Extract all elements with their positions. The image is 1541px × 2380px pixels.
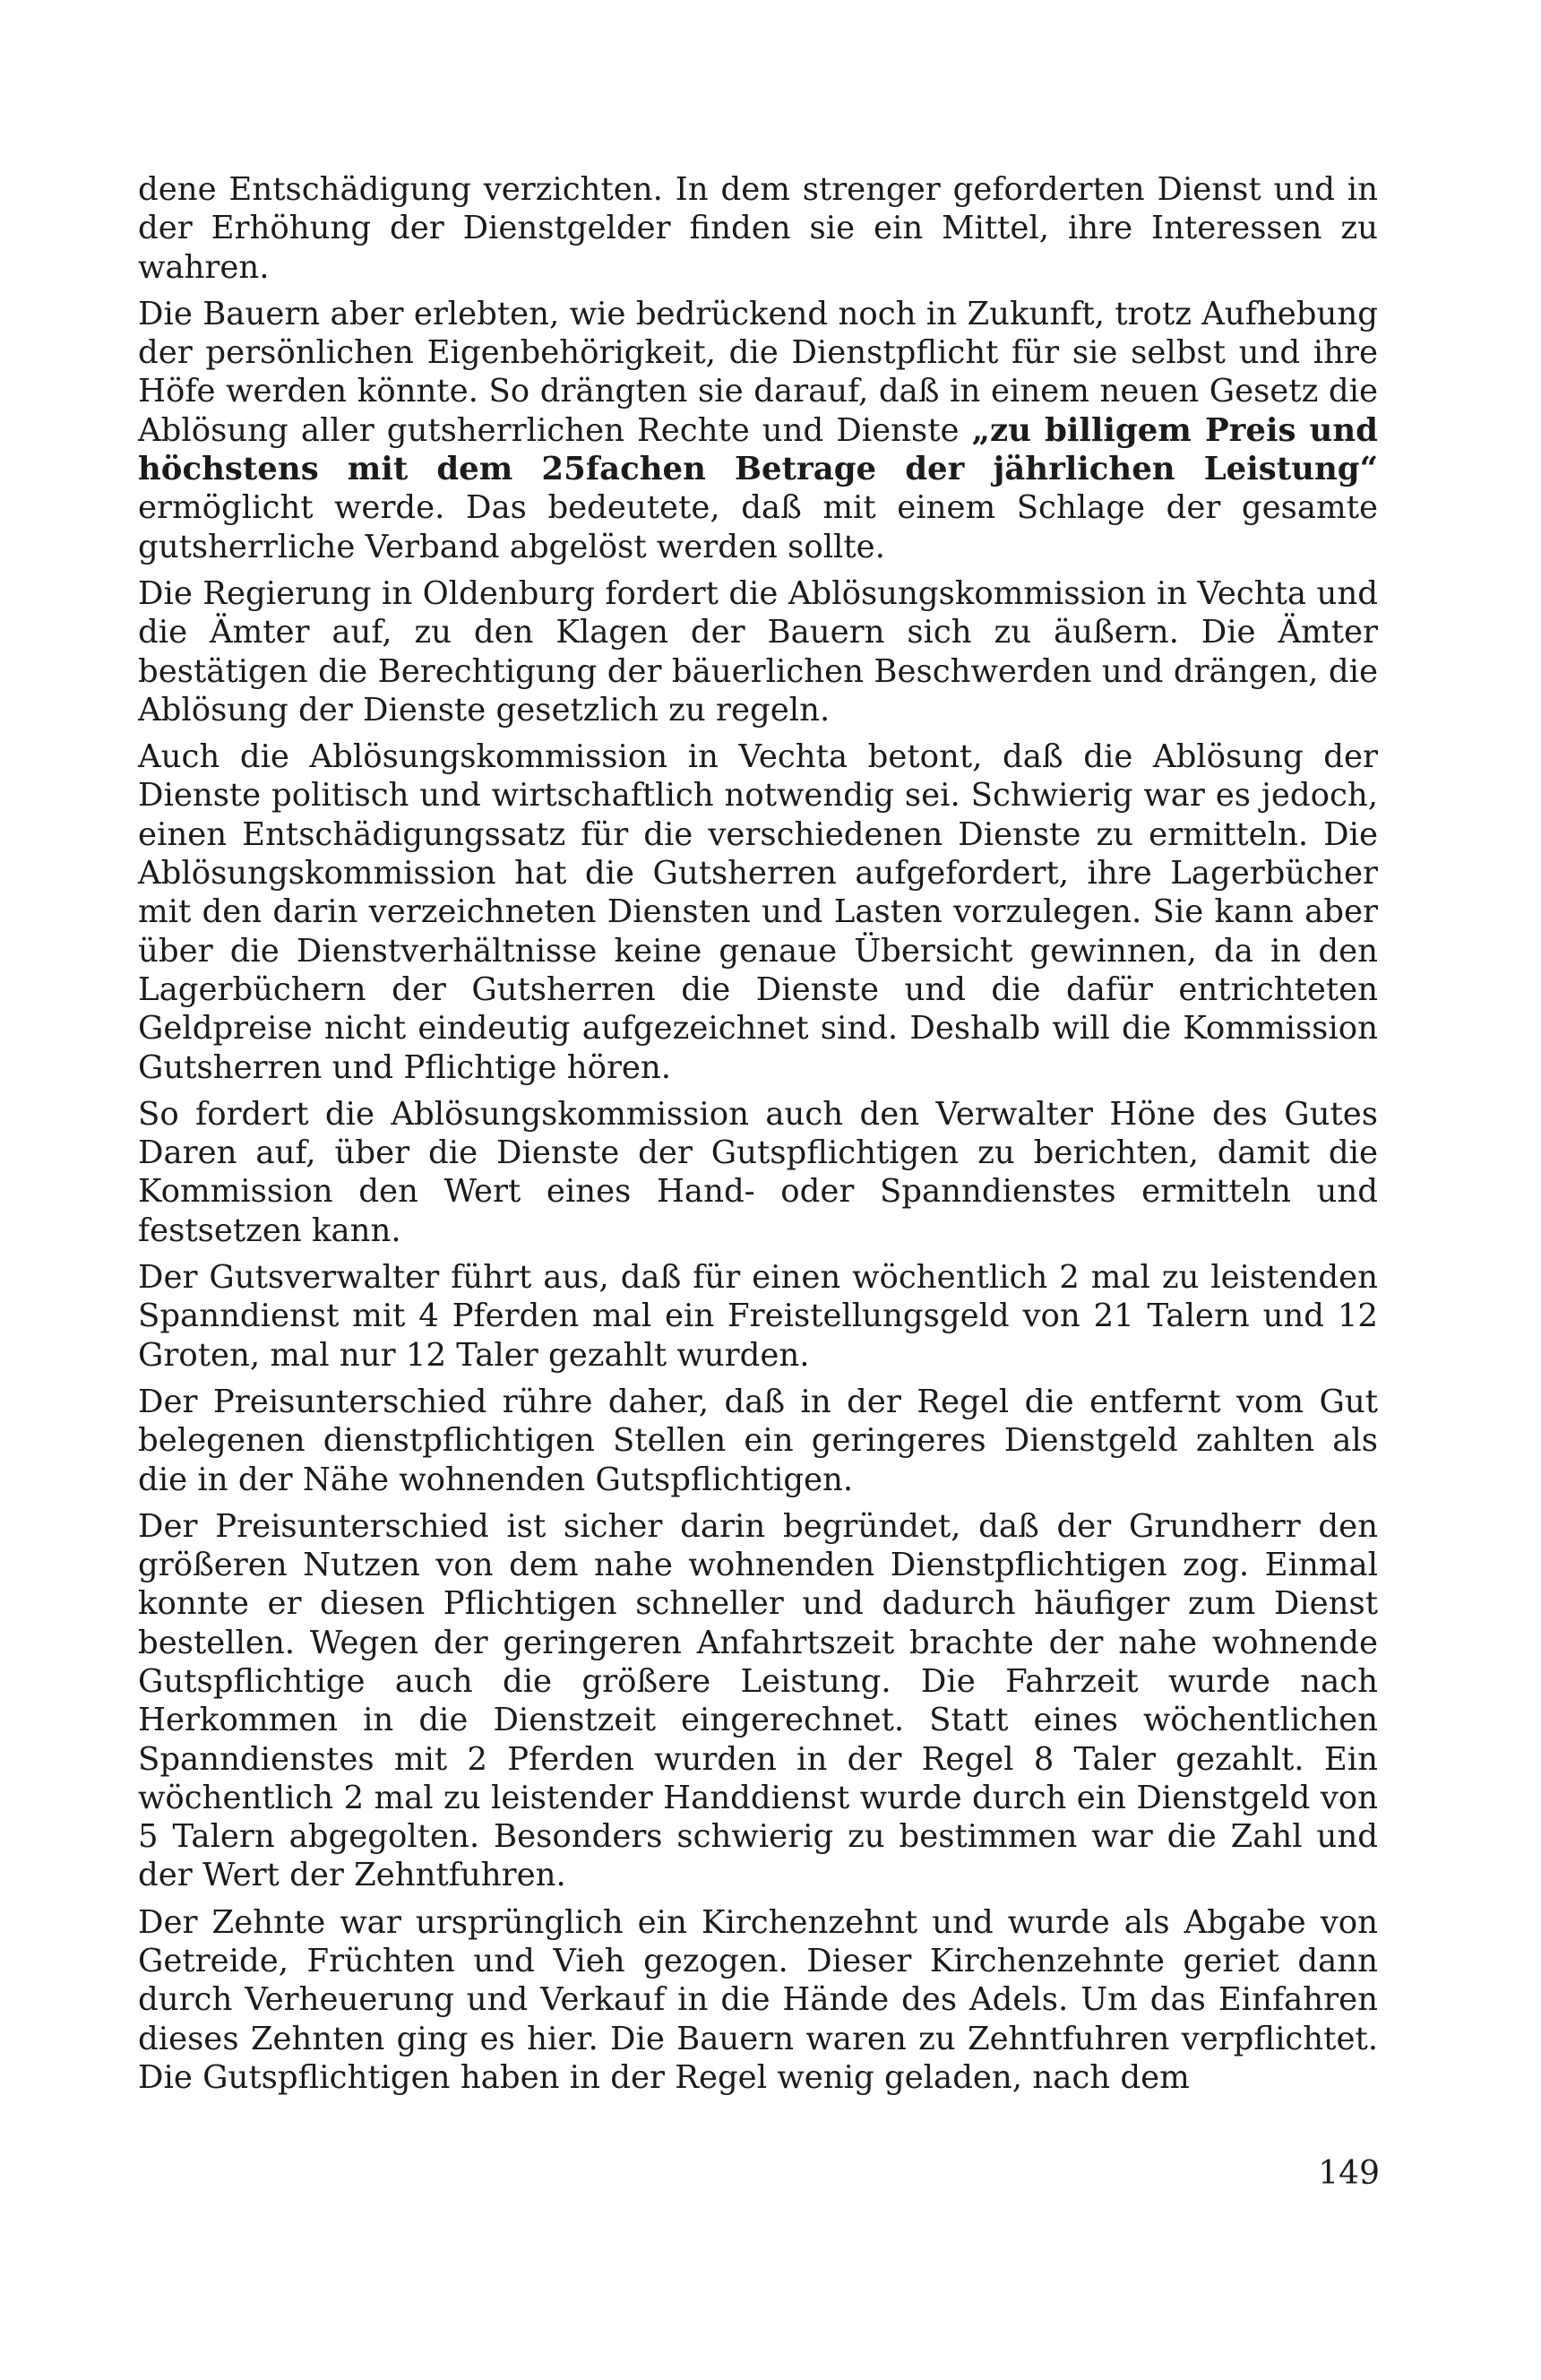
paragraph-9: Der Zehnte war ursprünglich ein Kirchenzehnt und wurde als Abgabe von Getreide, Früchten und Vieh gezogen. Dieser Kirchenzehnte geriet dann durch Verheuerung und Verkauf in die Hände des Adels. Um das Einfahren dieses Zehnten ging es hier. Die Bauern waren zu Zehntfuhren verpflichtet. Die Gutspflichtigen haben in der Regel wenig geladen, nach dem	[138, 1903, 1378, 2096]
paragraph-6: Der Gutsverwalter führt aus, daß für einen wöchentlich 2 mal zu leistenden Spanndienst mit 4 Pferden mal ein Freistellungsgeld von 21 Talern und 12 Groten, mal nur 12 Taler gezahlt wurden.	[138, 1259, 1378, 1374]
paragraph-5: So fordert die Ablösungskommission auch den Verwalter Höne des Gutes Daren auf, über die Dienste der Gutspflichtigen zu berichten, damit die Kommission den Wert eines Hand- oder Spanndienstes ermitteln und festsetzen kann.	[138, 1095, 1378, 1249]
paragraph-7: Der Preisunterschied rühre daher, daß in der Regel die entfernt vom Gut belegenen dienstpflichtigen Stellen ein geringeres Dienstgeld zahlten als die in der Nähe wohnenden Gutspflichtigen.	[138, 1383, 1378, 1498]
page-number: 149	[1318, 2155, 1380, 2192]
paragraph-4: Auch die Ablösungskommission in Vechta betont, daß die Ablösung der Dienste politisch und wirtschaftlich notwendig sei. Schwierig war es jedoch, einen Entschädigungssatz für die verschiedenen Dienste zu ermitteln. Die Ablösungskommission hat die Gutsherren aufgefordert, ihre Lagerbücher mit den darin verzeichneten Diensten und Lasten vorzulegen. Sie kann aber über die Dienstverhältnisse keine genaue Übersicht gewinnen, da in den Lagerbüchern der Gutsherren die Dienste und die dafür entrichteten Geldpreise nicht eindeutig aufgezeichnet sind. Deshalb will die Kommission Gutsherren und Pflichtige hören.	[138, 738, 1378, 1086]
quoted-law-demand: „zu billigem Preis und höchstens mit dem 25fachen Betrage der jährlichen Leistung“	[138, 411, 1379, 488]
paragraph-2	[138, 295, 1378, 566]
body-text	[138, 170, 1378, 2105]
paragraph-2-lead: Die Bauern aber erlebten, wie bedrückend noch in Zukunft, trotz Aufhebung der persönlichen Eigenbehörigkeit, die Dienstpflicht für sie selbst und ihre Höfe werden könnte. So drängten sie darauf, daß in einem neuen Gesetz die Ablösung aller gutsherrlichen Rechte und Dienste	[138, 295, 1378, 449]
paragraph-8: Der Preisunterschied ist sicher darin begründet, daß der Grundherr den größeren Nutzen von dem nahe wohnenden Dienstpflichtigen zog. Einmal konnte er diesen Pflichtigen schneller und dadurch häufiger zum Dienst bestellen. Wegen der geringeren Anfahrtszeit brachte der nahe wohnende Gutspflichtige auch die größere Leistung. Die Fahrzeit wurde nach Herkommen in die Dienstzeit eingerechnet. Statt eines wöchentlichen Spanndienstes mit 2 Pferden wurden in der Regel 8 Taler gezahlt. Ein wöchentlich 2 mal zu leistender Handdienst wurde durch ein Dienstgeld von 5 Talern abgegolten. Besonders schwierig zu bestimmen war die Zahl und der Wert der Zehntfuhren.	[138, 1507, 1378, 1894]
paragraph-2-tail: ermöglicht werde. Das bedeutete, daß mit einem Schlage der gesamte gutsherrliche Verband abgelöst werden sollte.	[138, 489, 1378, 565]
paragraph-3: Die Regierung in Oldenburg fordert die Ablösungskommission in Vechta und die Ämter auf, zu den Klagen der Bauern sich zu äußern. Die Ämter bestätigen die Berechtigung der bäuerlichen Beschwerden und drängen, die Ablösung der Dienste gesetzlich zu regeln.	[138, 574, 1378, 729]
paragraph-1: dene Entschädigung verzichten. In dem strenger geforderten Dienst und in der Erhöhung der Dienstgelder finden sie ein Mittel, ihre Interessen zu wahren.	[138, 171, 1378, 286]
